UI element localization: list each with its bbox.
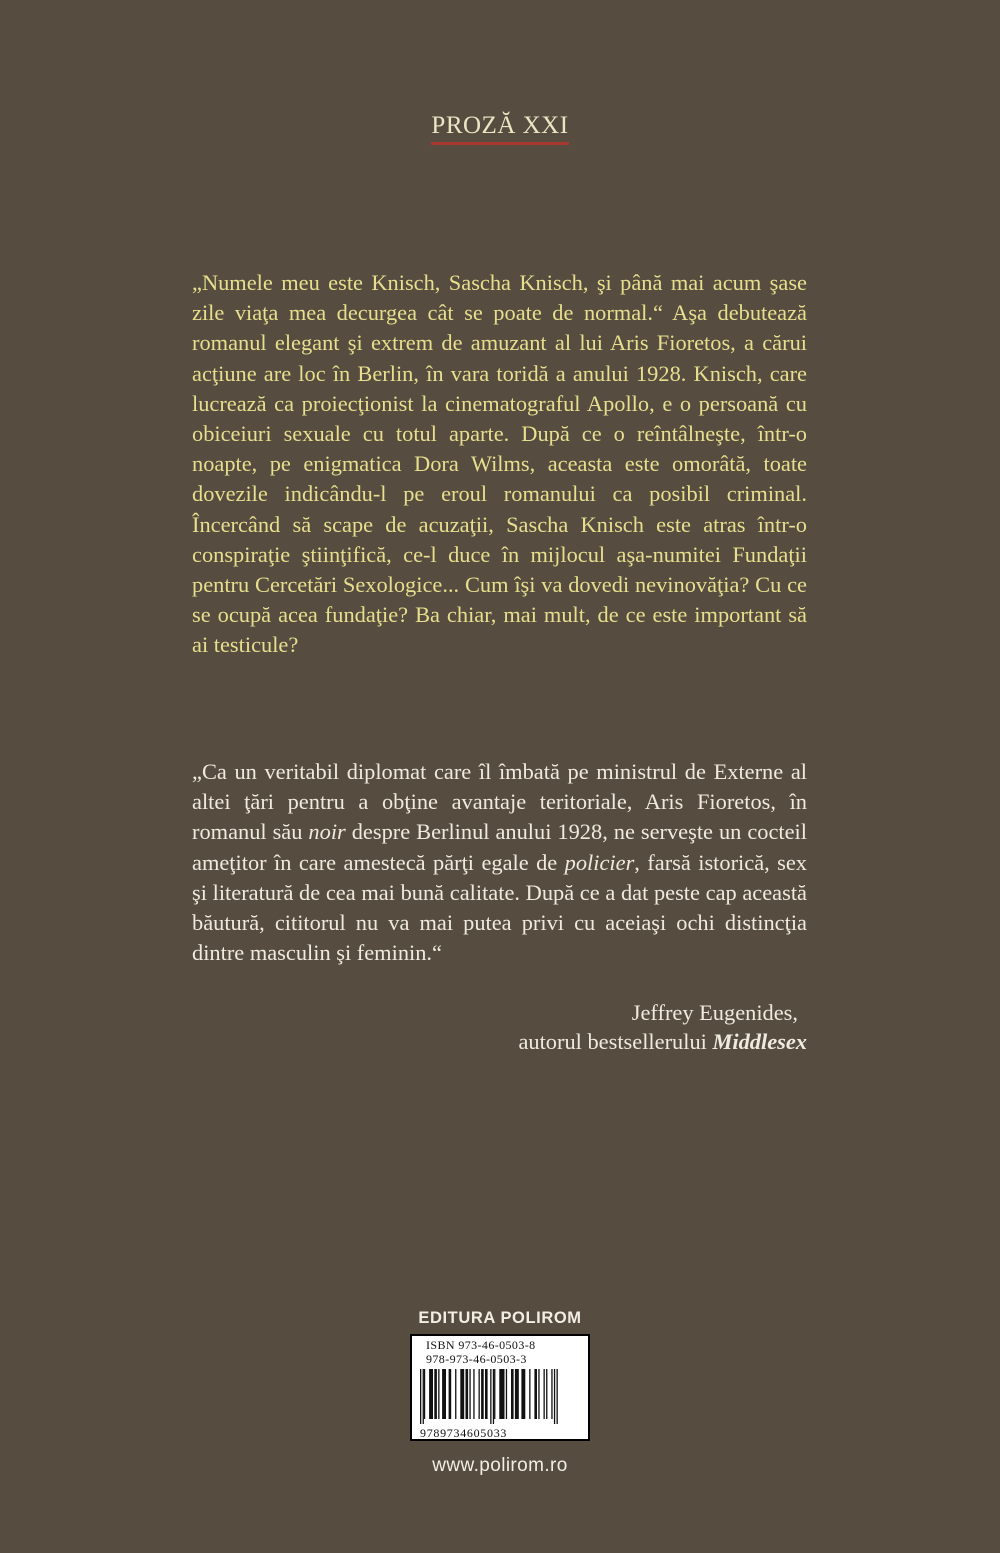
attribution-role-prefix: autorul bestsellerului (518, 1029, 713, 1054)
quote-text-1: „Ca un veritabil diplomat care îl îmbată pe ministrul de Externe al altei ţări pentru a obţine avantaje teritoriale, Aris Fioretos, în romanul său (192, 759, 807, 845)
isbn-13-label: 978-973-46-0503-3 (426, 1352, 527, 1366)
isbn-barcode (410, 1334, 590, 1441)
barcode-bars (416, 1369, 586, 1424)
quote-text-2: despre Berlinul anului 1928, ne serveşte un cocteil ameţitor în care amestecă părţi egale de (192, 819, 807, 875)
quote-attribution (192, 998, 807, 1056)
publisher-website: www.polirom.ro (432, 1455, 568, 1476)
publisher-name: EDITURA POLIROM (418, 1309, 582, 1327)
quote-italic-policier: policier (564, 849, 635, 875)
attribution-role (192, 1027, 807, 1056)
series-header (0, 112, 1000, 145)
quote-italic-noir: noir (308, 819, 346, 845)
review-quote (192, 757, 807, 968)
quote-text-3: , farsă istorică, sex şi literatură de cea mai bună calitate. După ce a dat peste cap această băutură, cititorul nu va mai putea privi cu aceiaşi ochi distincţia dintre masculin şi feminin.“ (192, 849, 807, 966)
attribution-name: Jeffrey Eugenides, (631, 1000, 798, 1025)
book-description: „Numele meu este Knisch, Sascha Knisch, şi până mai acum şase zile viaţa mea decurgea cât se poate de normal.“ Aşa debutează romanul elegant şi extrem de amuzant al lui Aris Fioretos, a cărui acţiune are loc în Berlin, în vara toridă a anului 1928. Knisch, care lucrează ca proiecţionist la cinematograful Apollo, e o persoană cu obiceiuri sexuale cu totul aparte. După ce o reîntâlneşte, într-o noapte, pe enigmatica Dora Wilms, aceasta este omorâtă, toate dovezile indicându-l pe eroul romanului ca posibil criminal. Încercând să scape de acuzaţii, Sascha Knisch este atras într-o conspiraţie ştiinţifică, ce-l duce în mijlocul aşa-numitei Fundaţii pentru Cercetări Sexologice... Cum îşi va dovedi nevinovăţia? Cu ce se ocupă acea fundaţie? Ba chiar, mai mult, de ce este important să ai testicule? (192, 270, 807, 658)
barcode-digits: 9789734605033 (420, 1426, 508, 1440)
attribution-book-title: Middlesex (712, 1029, 807, 1054)
series-title: PROZĂ XXI (431, 112, 568, 145)
isbn-10-label: ISBN 973-46-0503-8 (426, 1338, 536, 1352)
